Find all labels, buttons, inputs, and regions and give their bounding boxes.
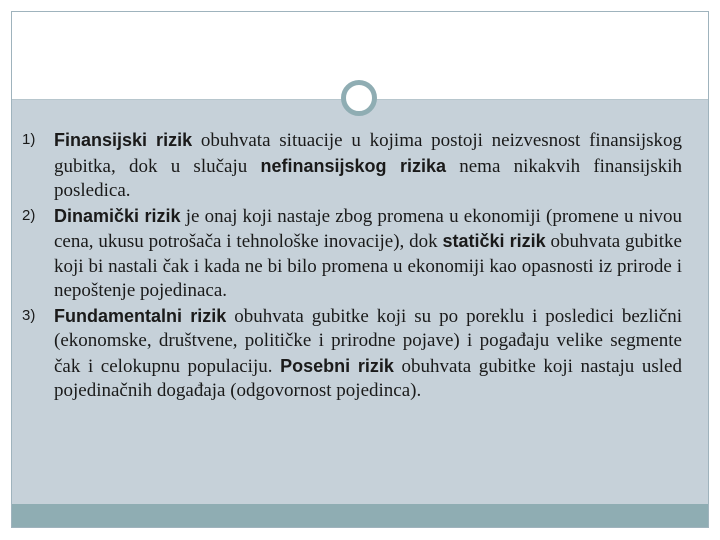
list-item-1 — [22, 128, 682, 204]
item-text: obuhvata situacije u kojima postoji neizvesnost finansijskog gubitka, dok u slučaju — [54, 130, 682, 177]
footer-bar — [12, 504, 708, 527]
term-bold: Finansijski rizik — [54, 130, 193, 150]
list-item-3 — [22, 304, 682, 404]
term-bold: Posebni rizik — [280, 355, 394, 376]
item-text: je onaj koji nastaje zbog promena u ekonomiji (promene u nivou cena, ukusu potrošača i tehnološke inovacije), dok — [54, 205, 682, 252]
list-number: 3) — [22, 306, 36, 324]
circle-ornament-icon — [341, 80, 377, 116]
term-bold: Dinamički rizik — [54, 205, 181, 226]
list-item-2 — [22, 204, 682, 304]
term-bold: Fundamentalni rizik — [54, 305, 227, 326]
term-bold: nefinansijskog rizika — [260, 155, 447, 176]
item-text: obuhvata gubitke koji bi nastali čak i kada ne bi bilo promena u ekonomiji kao opasnosti iz prirode i nepoštenje pojedinaca. — [54, 231, 682, 301]
item-text: obuhvata gubitke koji su po poreklu i posledici bezlični (ekonomske, društvene, političke i prirodne pojave) i pogađaju velike segmente čak i celokupnu populaciju. — [54, 305, 682, 377]
item-text: obuhvata gubitke koji nastaju usled pojedinačnih događaja (odgovornost pojedinca). — [54, 355, 682, 401]
body-text — [22, 128, 682, 404]
item-text: nema nikakvih finansijskih posledica. — [54, 155, 682, 201]
term-bold: statički rizik — [442, 231, 546, 251]
list-number: 1) — [22, 131, 36, 148]
list-number: 2) — [22, 206, 36, 224]
